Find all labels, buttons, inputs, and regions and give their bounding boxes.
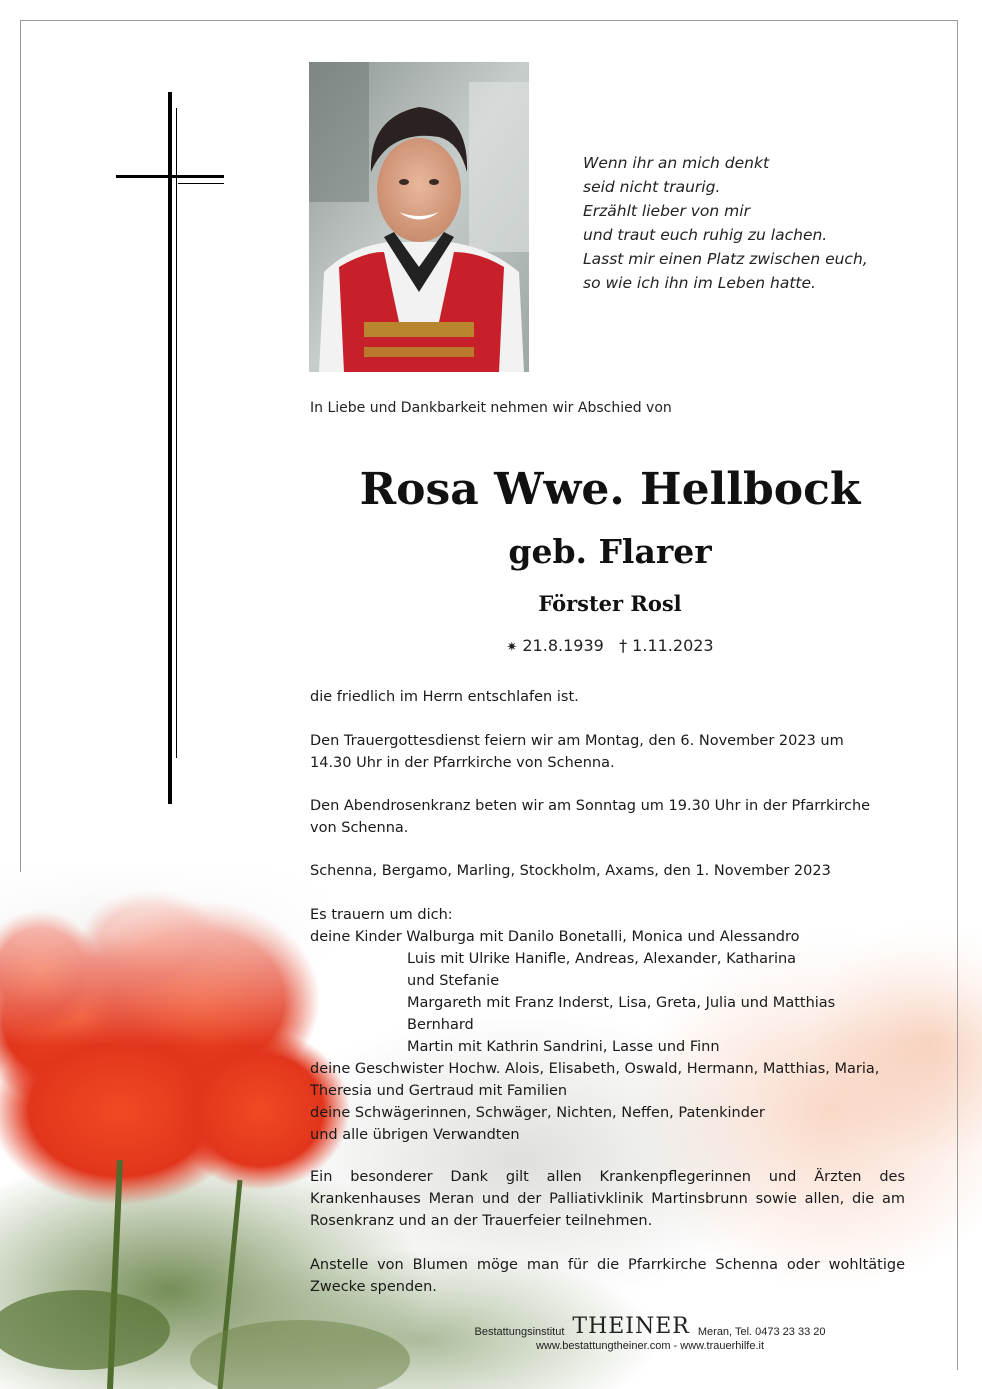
portrait-photo	[309, 62, 529, 372]
funeral-line: 14.30 Uhr in der Pfarrkirche von Schenna.	[310, 755, 615, 771]
footer-institute: Bestattungsinstitut	[474, 1326, 565, 1338]
mourner-line: deine Schwägerinnen, Schwäger, Nichten, Neffen, Patenkinder	[310, 1105, 765, 1121]
mourner-line: deine Geschwister Hochw. Alois, Elisabeth, Oswald, Hermann, Matthias, Maria,	[310, 1061, 880, 1077]
intro-text: In Liebe und Dankbarkeit nehmen wir Abschied von	[310, 400, 672, 416]
funeral-home-footer	[420, 1316, 880, 1352]
poem-line: und traut euch ruhig zu lachen.	[583, 226, 828, 244]
rosary-paragraph	[310, 795, 905, 839]
donation-paragraph: Anstelle von Blumen möge man für die Pfarrkirche Schenna oder wohltätige Zwecke spenden.	[310, 1257, 905, 1295]
poem-line: Lasst mir einen Platz zwischen euch,	[583, 250, 868, 268]
funeral-line: Den Trauergottesdienst feiern wir am Montag, den 6. November 2023 um	[310, 733, 844, 749]
life-dates	[310, 634, 910, 660]
mourner-line: Es trauern um dich:	[310, 907, 453, 923]
mourner-line: und Stefanie	[407, 973, 500, 989]
frame-right-line	[957, 20, 958, 1370]
nickname: Förster Rosl	[538, 591, 682, 616]
place-date: Schenna, Bergamo, Marling, Stockholm, Axams, den 1. November 2023	[310, 863, 831, 879]
mourner-line: Theresia und Gertraud mit Familien	[310, 1083, 568, 1099]
mourner-line: Martin mit Kathrin Sandrini, Lasse und Finn	[407, 1039, 720, 1055]
footer-contact: Meran, Tel. 0473 23 33 20	[697, 1326, 826, 1338]
rosary-line: von Schenna.	[310, 820, 409, 836]
birth-date: 21.8.1939	[522, 636, 604, 655]
poem	[583, 151, 903, 295]
poem-line: Erzählt lieber von mir	[583, 202, 750, 220]
passed-text: die friedlich im Herrn entschlafen ist.	[310, 689, 579, 705]
birth-star-icon: ✷	[506, 640, 518, 655]
mourner-line: und alle übrigen Verwandten	[310, 1127, 520, 1143]
frame-top-line	[20, 20, 958, 21]
death-date: 1.11.2023	[632, 636, 714, 655]
mourners-list	[310, 904, 905, 1146]
rosary-line: Den Abendrosenkranz beten wir am Sonntag um 19.30 Uhr in der Pfarrkirche	[310, 798, 871, 814]
death-cross-icon: †	[619, 636, 628, 655]
poem-line: so wie ich ihn im Leben hatte.	[583, 274, 816, 292]
poem-line: seid nicht traurig.	[583, 178, 721, 196]
frame-left-line	[20, 20, 21, 872]
footer-brand-logo: THEINER	[572, 1314, 690, 1339]
maiden-name: geb. Flarer	[508, 532, 712, 571]
thanks-paragraph: Ein besonderer Dank gilt allen Krankenpflegerinnen und Ärzten des Krankenhauses Meran und der Palliativklinik Martinsbrunn sowie allen, die am Rosenkranz und an der Trauerfeier teilnehmen.	[310, 1169, 905, 1229]
footer-urls: www.bestattungtheiner.com - www.trauerhilfe.it	[535, 1340, 765, 1352]
mourner-line: Luis mit Ulrike Hanifle, Andreas, Alexander, Katharina	[407, 951, 797, 967]
mourner-line: Bernhard	[407, 1017, 474, 1033]
mourner-line: deine Kinder Walburga mit Danilo Bonetalli, Monica und Alessandro	[310, 929, 800, 945]
poem-line: Wenn ihr an mich denkt	[583, 154, 770, 172]
funeral-paragraph	[310, 730, 905, 774]
deceased-name: Rosa Wwe. Hellbock	[359, 464, 861, 515]
mourner-line: Margareth mit Franz Inderst, Lisa, Greta, Julia und Matthias	[407, 995, 836, 1011]
